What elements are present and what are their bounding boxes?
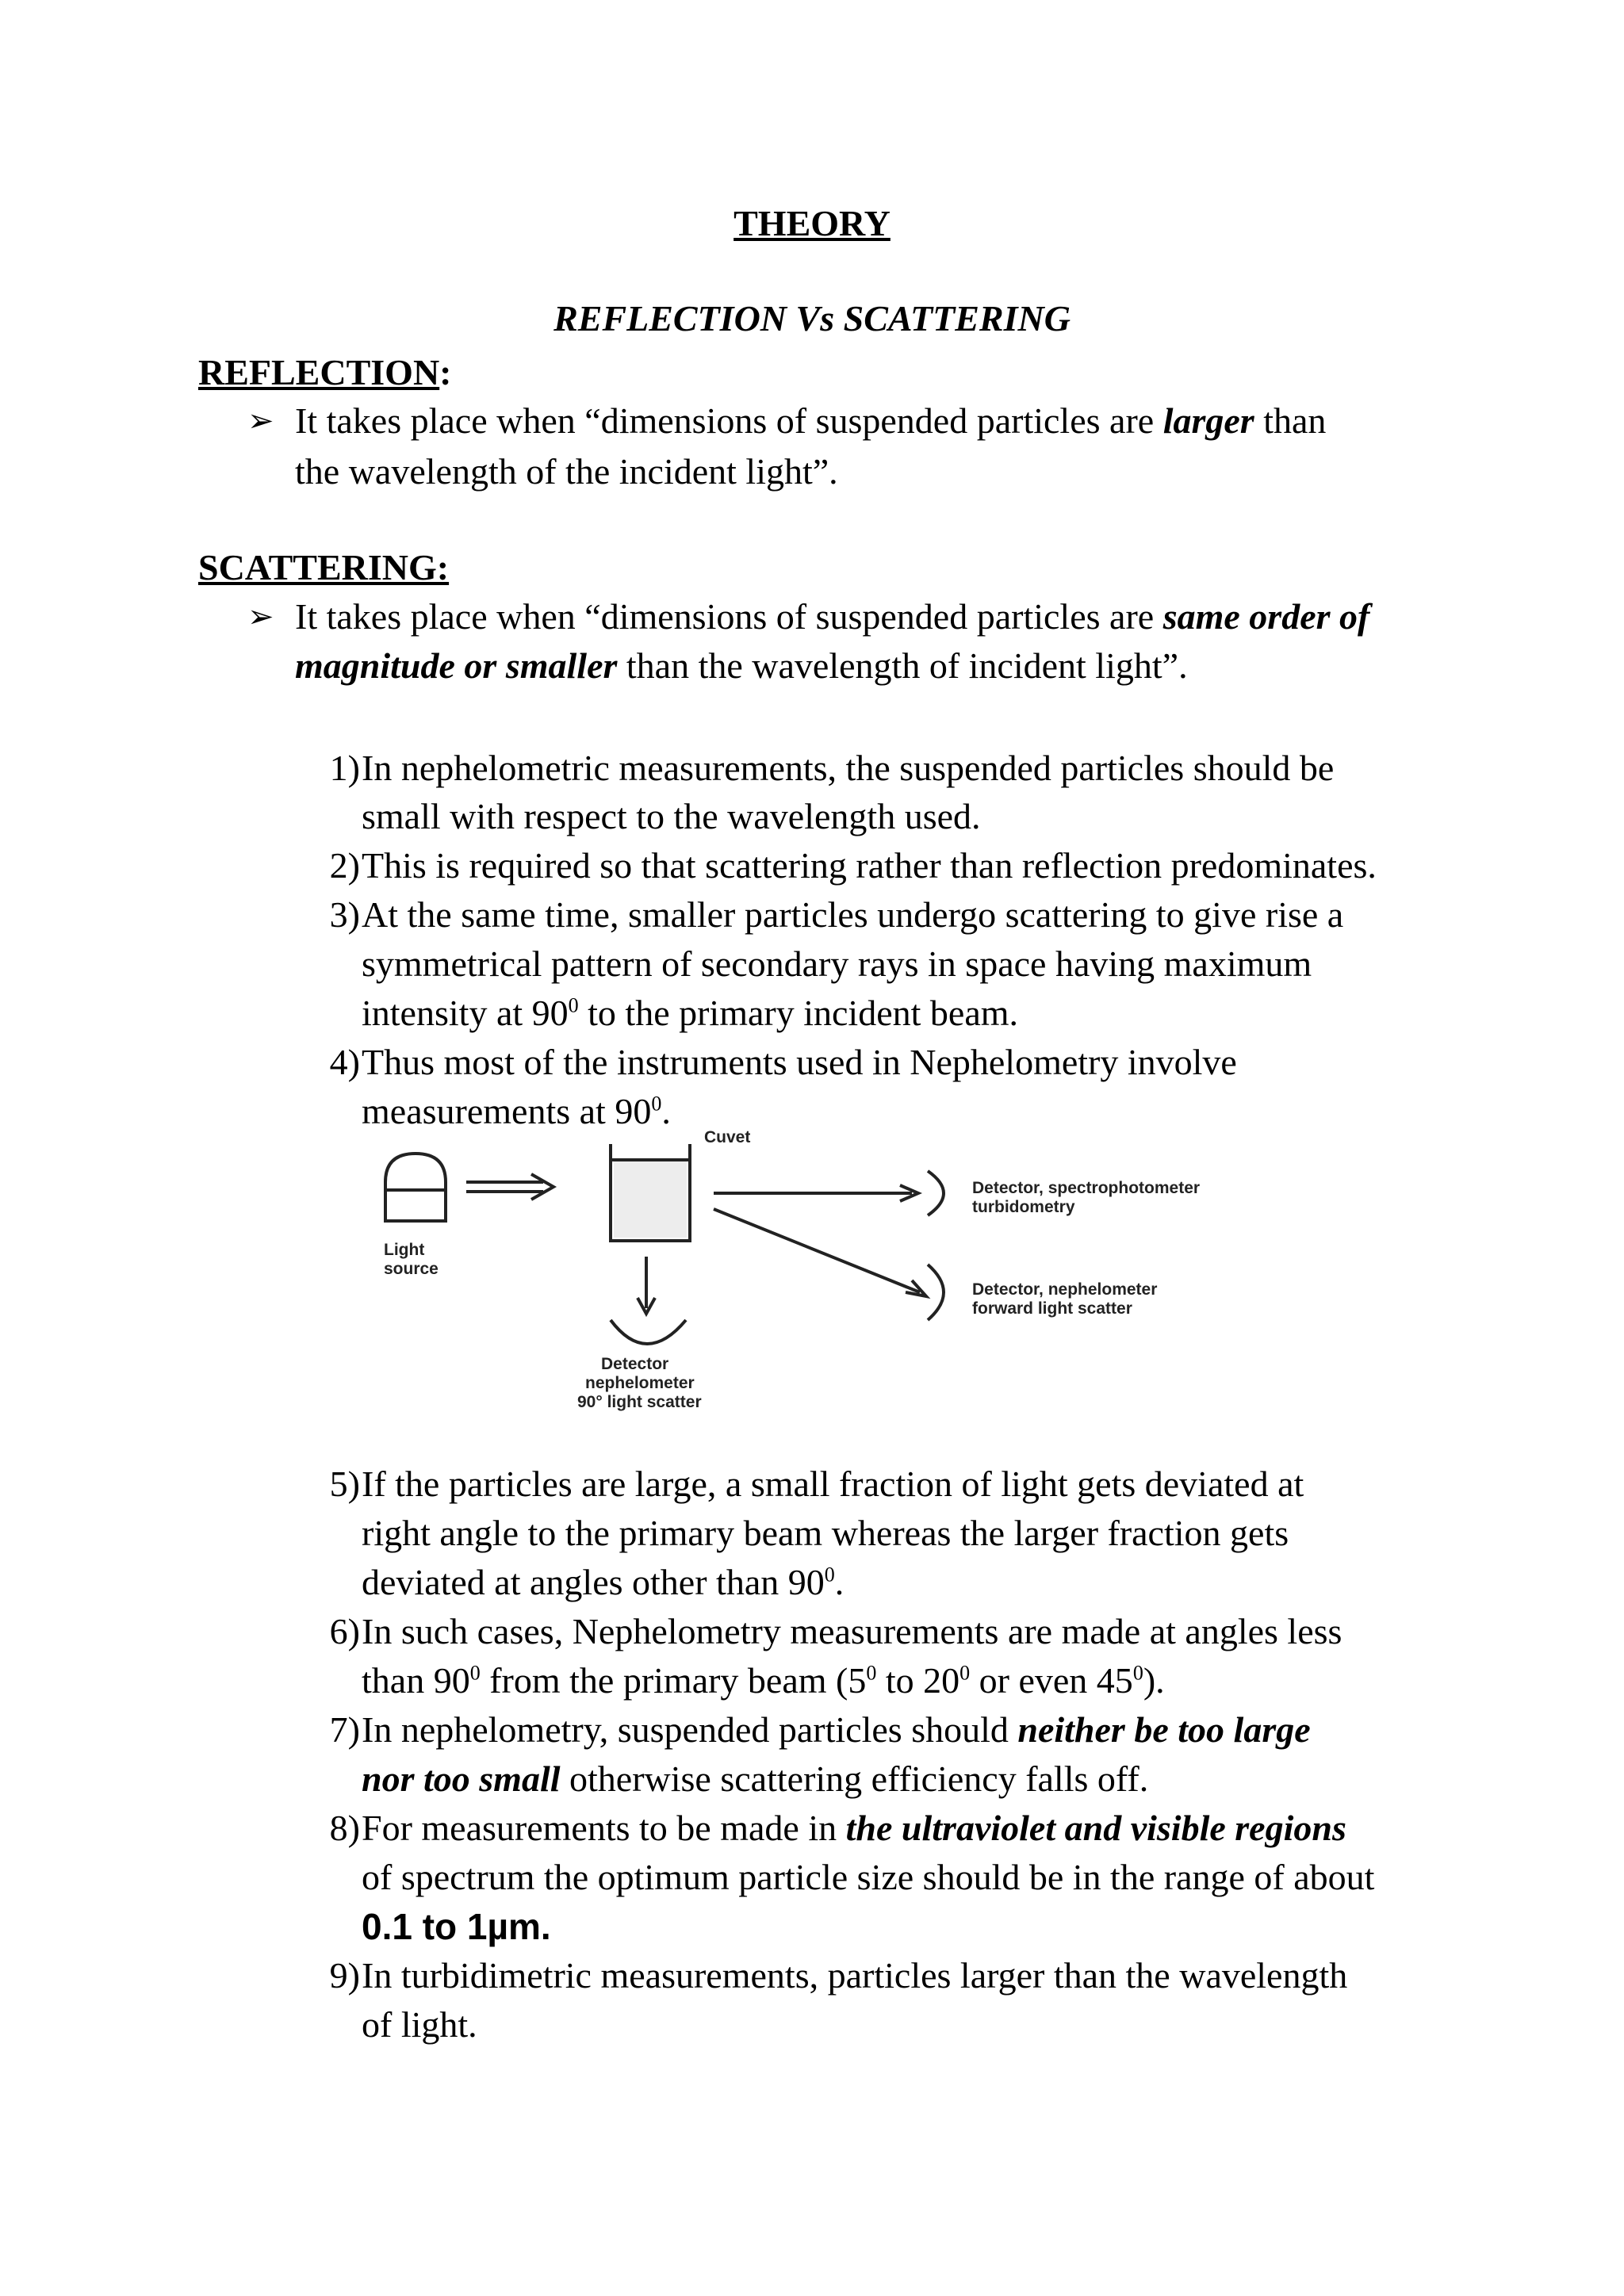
reflection-heading-colon: :: [439, 352, 452, 392]
list-number: 8): [329, 1808, 360, 1848]
reflection-heading-text: REFLECTION: [198, 352, 440, 392]
text-run: than 90: [362, 1660, 470, 1701]
page-title: THEORY: [733, 203, 891, 243]
label-light-source-1: Light: [384, 1241, 425, 1259]
text-run: .: [834, 1562, 845, 1602]
text-run: otherwise scattering efficiency falls off.: [560, 1758, 1149, 1799]
label-detector-90-3: 90° light scatter: [577, 1393, 702, 1411]
detector-icon: [928, 1171, 944, 1215]
text-run: ).: [1143, 1660, 1165, 1701]
emphasis-nor-too-small: nor too small: [362, 1758, 561, 1799]
point-5-line-1: If the particles are large, a small fraction of light gets deviated at: [362, 1464, 1304, 1504]
list-number: 5): [329, 1464, 360, 1504]
text-run: deviated at angles other than 90: [362, 1562, 825, 1602]
point-9-line-2: of light.: [362, 2004, 477, 2045]
text-run: to 20: [876, 1660, 960, 1701]
list-number: 4): [329, 1042, 360, 1082]
point-1-line-2: small with respect to the wavelength used.: [362, 796, 981, 836]
degree-superscript: 0: [866, 1661, 877, 1685]
scattering-heading-text: SCATTERING:: [198, 547, 450, 587]
degree-superscript: 0: [824, 1563, 835, 1586]
page-subtitle: REFLECTION Vs SCATTERING: [553, 298, 1071, 339]
emphasis-larger: larger: [1162, 400, 1254, 441]
label-detector-90-1: Detector: [601, 1355, 669, 1373]
degree-superscript: 0: [469, 1661, 481, 1685]
point-6-line-2: [362, 1657, 1165, 1705]
text-run: from the primary beam (5: [480, 1660, 867, 1701]
point-7-line-1: [362, 1706, 1311, 1754]
nephelometer-diagram: [373, 1130, 1324, 1419]
point-4-line-1: Thus most of the instruments used in Nephelometry involve: [362, 1042, 1237, 1082]
text-run: to the primary incident beam.: [578, 993, 1019, 1033]
reflection-line-1: [295, 397, 1326, 445]
degree-superscript: 0: [568, 993, 579, 1017]
point-6-line-1: In such cases, Nephelometry measurements are made at angles less: [362, 1611, 1342, 1651]
point-7-line-2: [362, 1755, 1148, 1803]
text-run: intensity at 90: [362, 993, 569, 1033]
list-number: 7): [329, 1709, 360, 1750]
text-run: than the wavelength of incident light”.: [617, 645, 1188, 686]
point-2-line-1: This is required so that scattering rather than reflection predominates.: [362, 845, 1377, 886]
text-run: It takes place when “dimensions of suspended particles are: [295, 596, 1163, 637]
text-run: In nephelometry, suspended particles should: [362, 1709, 1018, 1750]
point-8-line-2: of spectrum the optimum particle size should be in the range of about: [362, 1857, 1375, 1897]
label-cuvet: Cuvet: [704, 1130, 751, 1146]
point-9-line-1: In turbidimetric measurements, particles larger than the wavelength: [362, 1955, 1348, 1996]
point-1-line-1: In nephelometric measurements, the suspended particles should be: [362, 748, 1335, 788]
arrow-bullet-icon: ➢: [247, 403, 274, 438]
point-3-line-2: symmetrical pattern of secondary rays in space having maximum: [362, 943, 1312, 984]
list-number: 3): [329, 894, 360, 935]
text-run: For measurements to be made in: [362, 1808, 846, 1848]
label-detector-90-2: nephelometer: [585, 1374, 695, 1392]
emphasis-magnitude: magnitude or smaller: [295, 645, 618, 686]
emphasis-neither: neither be too large: [1017, 1709, 1311, 1750]
label-detector-spectro-2: turbidometry: [972, 1198, 1075, 1216]
point-3-line-3: [362, 989, 1018, 1037]
text-run: It takes place when “dimensions of suspended particles are: [295, 400, 1163, 441]
list-number: 9): [329, 1955, 360, 1996]
arrow-bullet-icon: ➢: [247, 599, 274, 634]
list-number: 6): [329, 1611, 360, 1651]
point-8-line-1: [362, 1804, 1346, 1852]
arrow-right-icon: [531, 1174, 553, 1200]
label-detector-forward-1: Detector, nephelometer: [972, 1280, 1158, 1299]
text-run: or even 45: [970, 1660, 1133, 1701]
text-run: measurements at 90: [362, 1091, 652, 1131]
degree-superscript: 0: [959, 1661, 971, 1685]
reflection-line-2: the wavelength of the incident light”.: [295, 451, 838, 492]
degree-superscript: 0: [651, 1092, 662, 1115]
point-4-line-2: [362, 1088, 671, 1135]
label-light-source-2: source: [384, 1260, 439, 1278]
point-5-line-2: right angle to the primary beam whereas the larger fraction gets: [362, 1513, 1289, 1553]
text-run: .: [661, 1091, 671, 1131]
label-detector-forward-2: forward light scatter: [972, 1299, 1132, 1318]
list-number: 1): [329, 748, 360, 788]
point-8-line-3: 0.1 to 1µm.: [362, 1906, 551, 1947]
scattering-heading: [198, 544, 449, 591]
point-3-line-1: At the same time, smaller particles undergo scattering to give rise a: [362, 894, 1344, 935]
scattering-line-1: [295, 593, 1369, 641]
light-source-icon: [385, 1154, 446, 1221]
label-detector-spectro-1: Detector, spectrophotometer: [972, 1179, 1201, 1197]
scattering-line-2: [295, 642, 1188, 690]
detector-icon: [611, 1320, 686, 1344]
emphasis-same-order: same order of: [1162, 596, 1370, 637]
reflection-heading: [198, 349, 452, 396]
text-run: than: [1254, 400, 1327, 441]
detector-icon: [928, 1265, 944, 1320]
emphasis-uv-visible: the ultraviolet and visible regions: [845, 1808, 1346, 1848]
point-5-line-3: [362, 1559, 844, 1606]
degree-superscript: 0: [1132, 1661, 1143, 1685]
list-number: 2): [329, 845, 360, 886]
